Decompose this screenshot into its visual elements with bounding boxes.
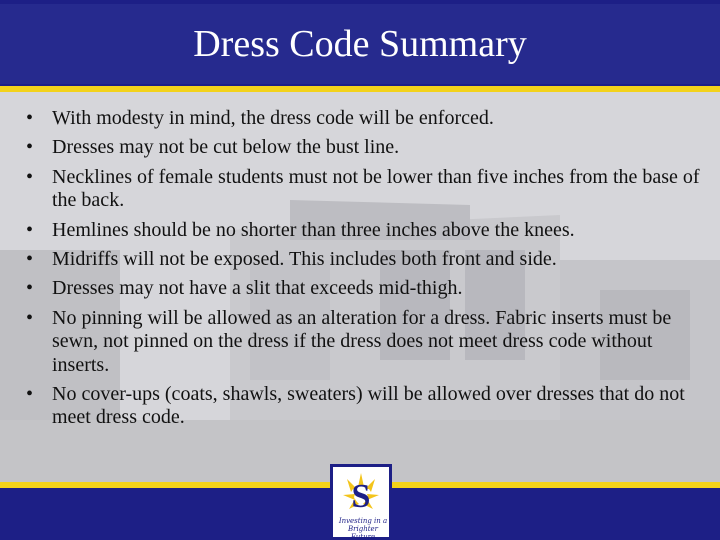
bullet-glyph: • [26, 383, 34, 406]
bullet-item [26, 248, 706, 271]
slide-title: Dress Code Summary [193, 23, 527, 65]
bullet-text: Necklines of female students must not be lower than five inches from the base of the back. [52, 165, 700, 212]
logo-motto: Investing in a Brighter Future [338, 517, 388, 540]
bullet-text: Midriffs will not be exposed. This includes both front and side. [52, 248, 557, 271]
bullet-glyph: • [26, 107, 34, 129]
bullet-glyph: • [26, 306, 34, 329]
bullet-list [26, 107, 706, 436]
bullet-glyph: • [26, 136, 34, 159]
bullet-text: No pinning will be allowed as an alteration for a dress. Fabric inserts must be sewn, not pinned on the dress if the dress does not meet dress code without inserts. [52, 306, 672, 376]
bullet-item [26, 219, 706, 242]
bullet-text: Hemlines should be no shorter than three inches above the knees. [52, 218, 575, 241]
bullet-item [26, 383, 706, 430]
bullet-glyph: • [26, 165, 34, 188]
bullet-text: With modesty in mind, the dress code will be enforced. [52, 107, 494, 129]
sunburst-s-logo-icon [333, 467, 389, 517]
logo-letter: S [351, 478, 371, 515]
bullet-item [26, 277, 706, 300]
bullet-text: Dresses may not be cut below the bust line. [52, 136, 400, 159]
bullet-glyph: • [26, 277, 34, 300]
bullet-glyph: • [26, 218, 34, 241]
bullet-item [26, 107, 706, 130]
bullet-item [26, 307, 706, 377]
bullet-item [26, 136, 706, 159]
bullet-glyph: • [26, 248, 34, 271]
bullet-item [26, 166, 706, 213]
school-logo [330, 464, 392, 540]
bullet-text: Dresses may not have a slit that exceeds mid-thigh. [52, 277, 463, 300]
bullet-text: No cover-ups (coats, shawls, sweaters) will be allowed over dresses that do not meet dress code. [52, 383, 685, 429]
